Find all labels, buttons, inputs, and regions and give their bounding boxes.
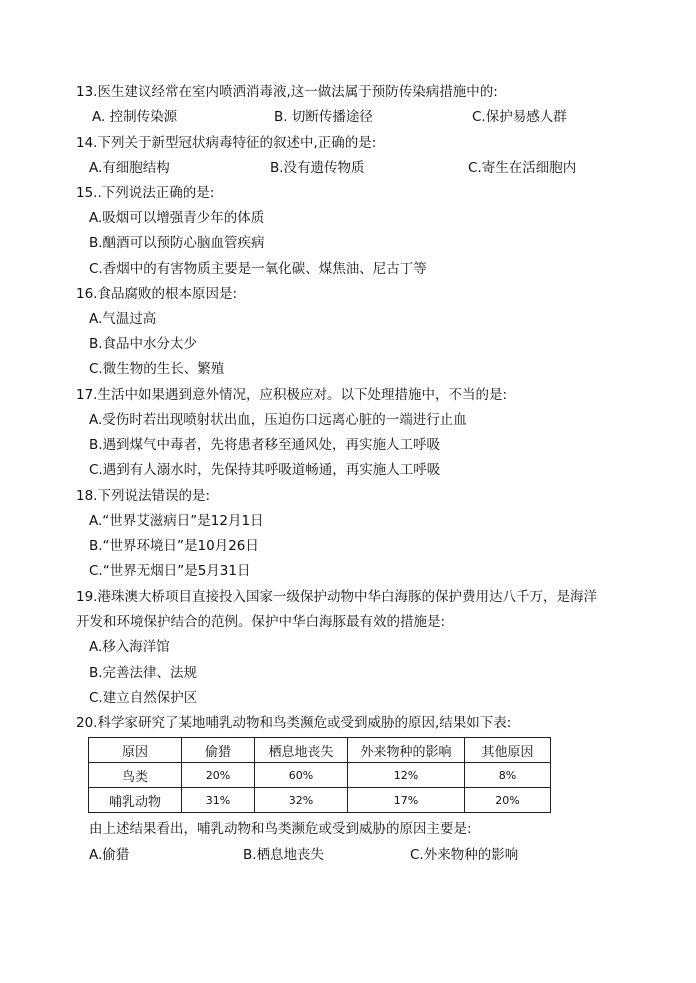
- question-13-option-b: B. 切断传播途径: [274, 109, 373, 125]
- table-header-cell: 外来物种的影响: [348, 738, 465, 763]
- table-cell: 12%: [348, 763, 465, 788]
- question-18-option-c: C.“世界无烟日”是5月31日: [89, 563, 251, 579]
- question-19-stem-line2: 开发和环境保护结合的范例。保护中华白海豚最有效的措施是:: [76, 614, 446, 630]
- question-16-option-b: B.食品中水分太少: [89, 336, 198, 352]
- table-header-cell: 其他原因: [465, 738, 551, 763]
- question-19-option-c: C.建立自然保护区: [89, 690, 198, 706]
- question-20-stem: 20.科学家研究了某地哺乳动物和鸟类濒危或受到威胁的原因,结果如下表:: [76, 715, 512, 731]
- table-cell: 32%: [255, 788, 348, 813]
- question-18-stem: 18.下列说法错误的是:: [76, 488, 211, 504]
- question-14-stem: 14.下列关于新型冠状病毒特征的叙述中,正确的是:: [76, 135, 377, 151]
- question-18-option-b: B.“世界环境日”是10月26日: [89, 538, 259, 554]
- table-header-cell: 栖息地丧失: [255, 738, 348, 763]
- question-15-option-b: B.酗酒可以预防心脑血管疾病: [89, 235, 265, 251]
- question-16-option-c: C.微生物的生长、繁殖: [89, 361, 225, 377]
- table-cell: 鸟类: [89, 763, 182, 788]
- question-17-stem: 17.生活中如果遇到意外情况，应积极应对。以下处理措施中，不当的是:: [76, 387, 508, 403]
- question-15-option-c: C.香烟中的有害物质主要是一氧化碳、煤焦油、尼古丁等: [89, 261, 427, 277]
- question-14-option-c: C.寄生在活细胞内: [468, 160, 577, 176]
- table-cell: 8%: [465, 763, 551, 788]
- question-14-option-b: B.没有遗传物质: [270, 160, 365, 176]
- question-14-option-a: A.有细胞结构: [89, 160, 170, 176]
- question-17-option-b: B.遇到煤气中毒者，先将患者移至通风处，再实施人工呼吸: [89, 437, 441, 453]
- question-15-option-a: A.吸烟可以增强青少年的体质: [89, 210, 265, 226]
- question-13-option-c: C.保护易感人群: [472, 109, 567, 125]
- question-16-stem: 16.食品腐败的根本原因是:: [76, 286, 238, 302]
- question-17-option-a: A.受伤时若出现喷射状出血，压迫伤口远离心脏的一端进行止血: [89, 412, 467, 428]
- question-17-option-c: C.遇到有人溺水时，先保持其呼吸道畅通，再实施人工呼吸: [89, 462, 441, 478]
- question-16-option-a: A.气温过高: [89, 311, 157, 327]
- question-13-option-a: A. 控制传染源: [92, 109, 178, 125]
- question-19-option-b: B.完善法律、法规: [89, 665, 198, 681]
- table-cell: 20%: [465, 788, 551, 813]
- question-18-option-a: A.“世界艾滋病日”是12月1日: [89, 513, 264, 529]
- table-row: [89, 788, 551, 813]
- table-cell: 31%: [182, 788, 255, 813]
- table-cell: 哺乳动物: [89, 788, 182, 813]
- question-20-option-c: C.外来物种的影响: [410, 847, 519, 863]
- table-header-row: [89, 738, 551, 763]
- question-20-option-b: B.栖息地丧失: [243, 847, 325, 863]
- question-20-option-a: A.偷猎: [89, 847, 130, 863]
- question-13-stem: 13.医生建议经常在室内喷洒消毒液,这一做法属于预防传染病措施中的:: [76, 84, 498, 100]
- table-header-cell: 偷猎: [182, 738, 255, 763]
- question-19-stem-line1: 19.港珠澳大桥项目直接投入国家一级保护动物中华白海豚的保护费用达八千万，是海洋: [76, 589, 597, 605]
- table-header-cell: 原因: [89, 738, 182, 763]
- question-20-followup: 由上述结果看出，哺乳动物和鸟类濒危或受到威胁的原因主要是:: [89, 821, 472, 837]
- question-15-stem: 15..下列说法正确的是:: [76, 185, 215, 201]
- cause-table: [88, 737, 551, 813]
- table-row: [89, 763, 551, 788]
- table-cell: 60%: [255, 763, 348, 788]
- table-cell: 20%: [182, 763, 255, 788]
- table-cell: 17%: [348, 788, 465, 813]
- question-19-option-a: A.移入海洋馆: [89, 639, 170, 655]
